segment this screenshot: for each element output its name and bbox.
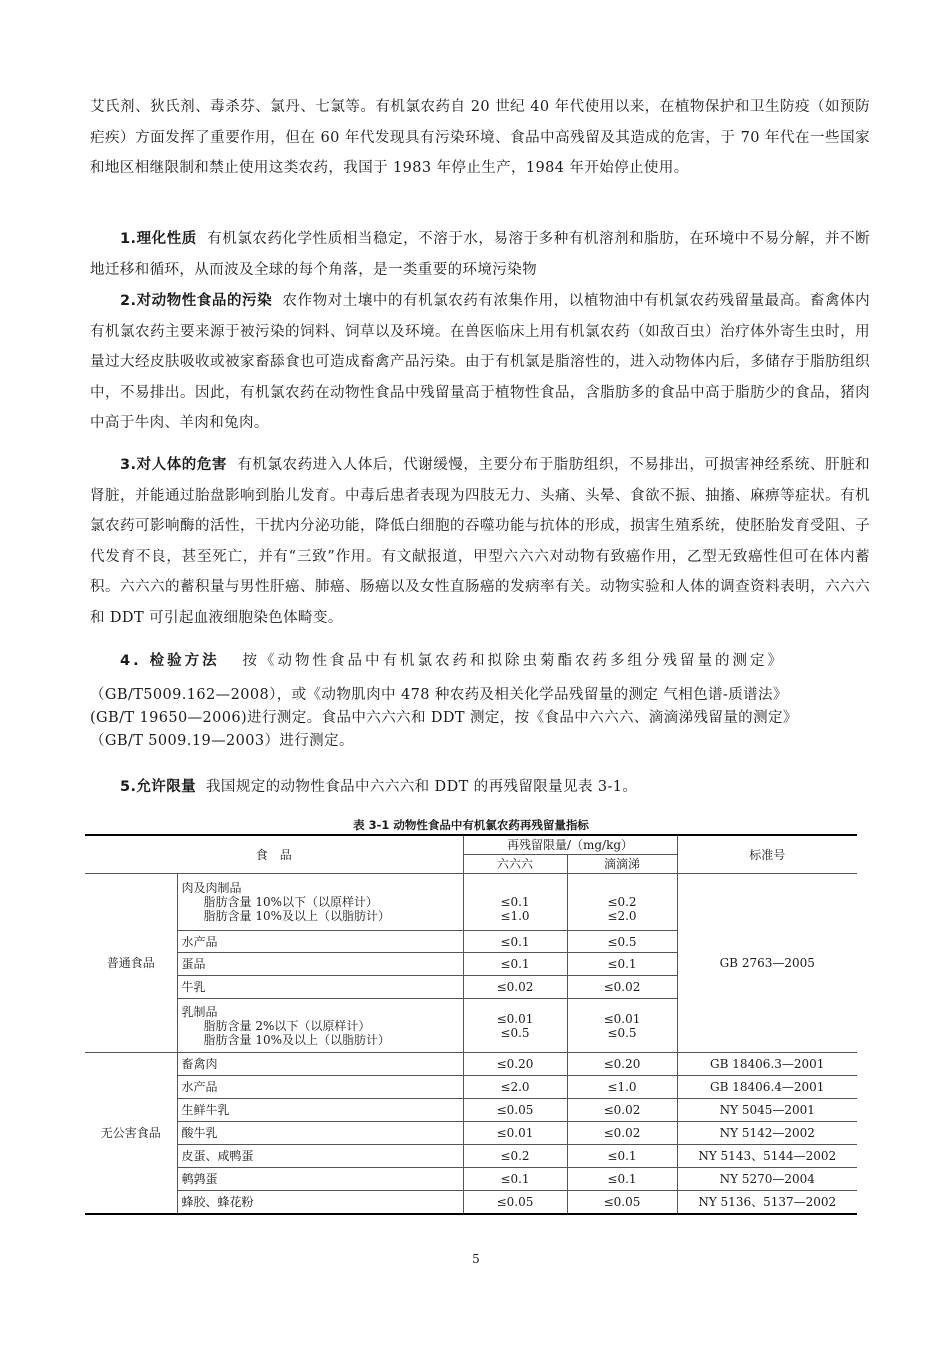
ddt-cell: ≤0.2 ≤2.0	[567, 874, 677, 931]
ddt-cell: ≤0.02	[567, 1099, 677, 1122]
bhc-cell: ≤0.01 ≤0.5	[463, 999, 567, 1053]
standard-cell: NY 5142—2002	[677, 1122, 857, 1145]
header-food: 食 品	[85, 835, 463, 874]
food-cell: 酸牛乳	[177, 1122, 463, 1145]
food-cell: 水产品	[177, 931, 463, 953]
section-heading: 5.允许限量	[120, 779, 196, 795]
table-row	[85, 1122, 857, 1145]
section-human-hazard: 3.对人体的危害 有机氯农药进入人体后，代谢缓慢，主要分布于脂肪组织，不易排出，可损害神经系统、肝脏和肾脏，并能通过胎盘影响到胎儿发育。中毒后患者表现为四肢无力、头痛、头晕、食欲不振、抽搐、麻痹等症状。有机氯农药可影响酶的活性，干扰内分泌功能，降低白细胞的吞噬功能与抗体的形成，损害生殖系统，使胚胎发育受阻、子代发育不良，甚至死亡，并有“三致”作用。有文献报道，甲型六六六对动物有致癌作用，乙型无致癌性但可在体内蓄积。六六六的蓄积量与男性肝癌、肺癌、肠癌以及女性直肠癌的发病率有关。动物实验和人体的调查资料表明，六六六和 DDT 可引起血液细胞染色体畸变。	[90, 457, 871, 626]
standard-cell: GB 2763—2005	[677, 874, 857, 1053]
bhc-cell: ≤0.05	[463, 1191, 567, 1214]
standard-cell: NY 5045—2001	[677, 1099, 857, 1122]
table-row	[85, 1168, 857, 1191]
section-heading: 2.对动物性食品的污染	[120, 293, 273, 309]
table-row	[85, 1099, 857, 1122]
food-cell: 畜禽肉	[177, 1053, 463, 1076]
bhc-cell: ≤0.20	[463, 1053, 567, 1076]
section-heading: 1.理化性质	[120, 231, 197, 247]
ddt-cell: ≤0.1	[567, 953, 677, 976]
section-test-method: 4. 检验方法 按《动物性食品中有机氯农药和拟除虫菊酯农药多组分残留量的测定》	[120, 653, 785, 669]
food-cell: 蜂胶、蜂花粉	[177, 1191, 463, 1214]
food-cell: 生鲜牛乳	[177, 1099, 463, 1122]
test-method-line: (GB/T 19650—2006)进行测定。食品中六六六和 DDT 测定，按《食品中六六六、滴滴涕残留量的测定》	[90, 710, 798, 726]
standard-cell: NY 5143、5144—2002	[677, 1145, 857, 1168]
test-method-line: （GB/T 5009.19—2003）进行测定。	[90, 733, 354, 749]
ddt-cell: ≤0.01 ≤0.5	[567, 999, 677, 1053]
ddt-cell: ≤0.1	[567, 1168, 677, 1191]
standard-cell: NY 5136、5137—2002	[677, 1191, 857, 1214]
intro-paragraph: 艾氏剂、狄氏剂、毒杀芬、氯丹、七氯等。有机氯农药自 20 世纪 40 年代使用以来，在植物保护和卫生防疫（如预防疟疾）方面发挥了重要作用，但在 60 年代发现具有污染环境、食品中高残留及其造成的危害，于 70 年代在一些国家和地区相继限制和禁止使用这类农药，我国于 1983 年停止生产，1984 年开始停止使用。	[90, 99, 870, 176]
standard-cell: GB 18406.3—2001	[677, 1053, 857, 1076]
header-standard: 标准号	[677, 835, 857, 874]
ddt-cell: ≤1.0	[567, 1076, 677, 1099]
header-ddt: 滴滴涕	[567, 855, 677, 874]
section-heading: 4. 检验方法	[120, 653, 220, 669]
ddt-cell: ≤0.5	[567, 931, 677, 953]
ddt-cell: ≤0.1	[567, 1145, 677, 1168]
standard-cell: GB 18406.4—2001	[677, 1076, 857, 1099]
bhc-cell: ≤0.05	[463, 1099, 567, 1122]
ddt-cell: ≤0.02	[567, 976, 677, 999]
food-cell: 蛋品	[177, 953, 463, 976]
group-label: 普通食品	[85, 874, 177, 1053]
table-caption: 表 3-1 动物性食品中有机氯农药再残留量指标	[353, 818, 589, 832]
bhc-cell: ≤0.02	[463, 976, 567, 999]
table-row	[85, 874, 857, 931]
ddt-cell: ≤0.02	[567, 1122, 677, 1145]
section-allowed-limit: 5.允许限量 我国规定的动物性食品中六六六和 DDT 的再残留限量见表 3-1。	[120, 779, 638, 795]
section-physicochemical: 1.理化性质 有机氯农药化学性质相当稳定，不溶于水，易溶于多种有机溶剂和脂肪，在环境中不易分解，并不断地迁移和循环，从而波及全球的每个角落，是一类重要的环境污染物	[90, 231, 870, 278]
table-header-row	[85, 835, 857, 855]
bhc-cell: ≤0.1	[463, 1168, 567, 1191]
food-cell: 鹌鹑蛋	[177, 1168, 463, 1191]
food-cell: 乳制品 脂肪含量 2%以下（以原样计） 脂肪含量 10%及以上（以脂肪计）	[177, 999, 463, 1053]
table-row	[85, 1053, 857, 1076]
food-cell: 肉及肉制品 脂肪含量 10%以下（以原样计） 脂肪含量 10%及以上（以脂肪计）	[177, 874, 463, 931]
ddt-cell: ≤0.05	[567, 1191, 677, 1214]
standard-cell: NY 5270—2004	[677, 1168, 857, 1191]
page-number: 5	[472, 1252, 480, 1266]
residue-limit-table	[85, 834, 857, 1215]
table-row	[85, 1191, 857, 1214]
table-row	[85, 1145, 857, 1168]
test-method-line: （GB/T5009.162—2008），或《动物肌肉中 478 种农药及相关化学品残留量的测定 气相色谱-质谱法》	[90, 687, 788, 703]
header-limit: 再残留限量/（mg/kg）	[463, 835, 677, 855]
bhc-cell: ≤0.1 ≤1.0	[463, 874, 567, 931]
bhc-cell: ≤2.0	[463, 1076, 567, 1099]
ddt-cell: ≤0.20	[567, 1053, 677, 1076]
section-food-contamination: 2.对动物性食品的污染 农作物对土壤中的有机氯农药有浓集作用，以植物油中有机氯农药残留量最高。畜禽体内有机氯农药主要来源于被污染的饲料、饲草以及环境。在兽医临床上用有机氯农药（如敌百虫）治疗体外寄生虫时，用量过大经皮肤吸收或被家畜舔食也可造成畜禽产品污染。由于有机氯是脂溶性的，进入动物体内后，多储存于脂肪组织中，不易排出。因此，有机氯农药在动物性食品中残留量高于植物性食品，含脂肪多的食品中高于脂肪少的食品，猪肉中高于牛肉、羊肉和兔肉。	[90, 293, 870, 431]
header-bhc: 六六六	[463, 855, 567, 874]
section-heading: 3.对人体的危害	[120, 457, 227, 473]
food-cell: 牛乳	[177, 976, 463, 999]
bhc-cell: ≤0.2	[463, 1145, 567, 1168]
group-label: 无公害食品	[85, 1053, 177, 1214]
food-cell: 水产品	[177, 1076, 463, 1099]
bhc-cell: ≤0.01	[463, 1122, 567, 1145]
table-row	[85, 1076, 857, 1099]
bhc-cell: ≤0.1	[463, 953, 567, 976]
bhc-cell: ≤0.1	[463, 931, 567, 953]
food-cell: 皮蛋、咸鸭蛋	[177, 1145, 463, 1168]
